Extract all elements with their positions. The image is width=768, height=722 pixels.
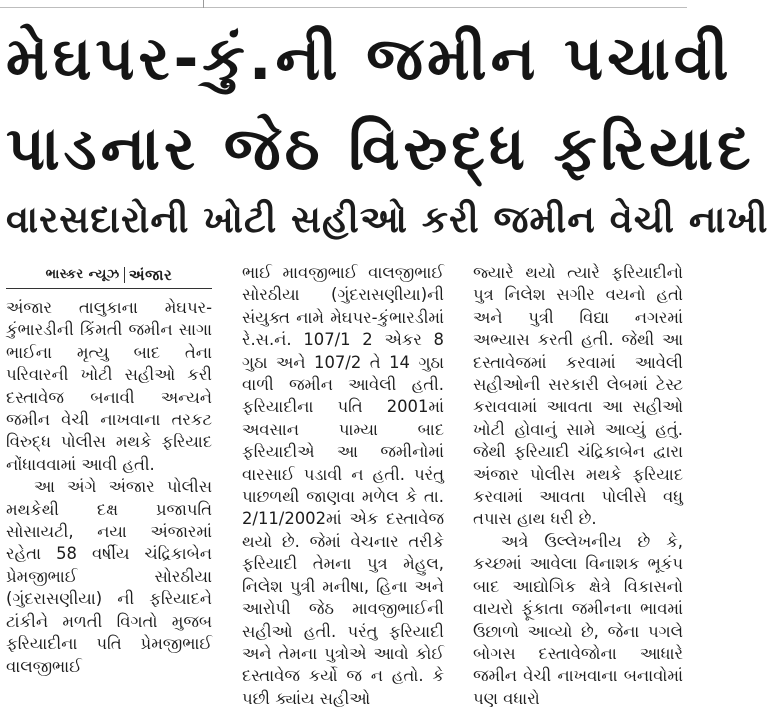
byline-source: ભાસ્કર ન્યૂઝ (45, 266, 120, 282)
article-paragraph: અંજાર તાલુકાના મેઘપર-કુંભારડીની કિંમતી જમીન સાગા ભાઈના મૃત્યુ બાદ તેના પરિવારની ખોટી સહીઓ કરી દસ્તાવેજ બનાવી અન્યને જમીન વેચી નાખવાના તરકટ વિરુદ્ધ પોલીસ મથકે ફરિયાદ નોંધાવવામાં આવી હતી. (6, 298, 212, 474)
article-column-2 (242, 262, 444, 722)
top-rule (0, 0, 687, 8)
byline-place: અંજાર (128, 265, 173, 284)
article-paragraph: જ્યારે થયો ત્યારે ફરિયાદીનો પુત્ર નિલેશ સગીર વયનો હતો અને પુત્રી વિદ્યા નગરમાં અભ્યાસ કરતી હતી. જેથી આ દસ્તાવેજમાં કરવામાં આવેલી સહીઓની સરકારી લેબમાં ટેસ્ટ કરાવવામાં આવતા આ સહીઓ ખોટી હોવાનું સામે આવ્યું હતું. જેથી ફરિયાદી ચંદ્રિકાબેન દ્વારા અંજાર પોલીસ મથકે ફરિયાદ કરવામાં આવતા પોલીસે વધુ તપાસ હાથ ધરી છે. (473, 263, 683, 529)
article-paragraph: ભાઈ માવજીભાઈ વાલજીભાઈ સોરઠીયા (ગુંદરાસણીયા)ની સંયુક્ત નામે મેઘપર-કુંભારડીમાં રે.સ.નં. 107/1 2 એકર 8 ગુઠા અને 107/2 તે 14 ગુઠા વાળી જમીન આવેલી હતી. ફરિયાદીના પતિ 2001માં અવસાન પામ્યા બાદ ફરિયાદીએ આ જમીનોમાં વારસાઈ પડાવી ન હતી. પરંતુ પાછળથી જાણવા મળેલ કે તા. 2/11/2002માં એક દસ્તાવેજ થયો છે. જેમાં વેચનાર તરીકે ફરિયાદી તેમના પુત્ર મેહુલ, નિલેશ પુત્રી મનીષા, હિના અને આરોપી જેઠ માવજીભાઈની સહીઓ હતી. પરંતુ ફરિયાદી અને તેમના પુત્રોએ આવો કોઈ દસ્તાવેજ કર્યો જ ન હતો. કે પછી ક્યાંય સહીઓ (242, 263, 444, 708)
byline-separator (124, 267, 125, 283)
subheading: વારસદારોની ખોટી સહીઓ કરી જમીન વેચી નાખી (6, 198, 768, 241)
headline-line-1: મેઘપર-કું.ની જમીન પચાવી (6, 24, 733, 94)
article-paragraph: અત્રે ઉલ્લેખનીય છે કે, કચ્છમાં આવેલા વિનાશક ભૂકંપ બાદ આદ્યોગિક ક્ષેત્રે વિકાસનો વાયરો ફૂંકાતા જમીનના ભાવમાં ઉછાળો આવ્યો છે, જેના પગલે બોગસ દસ્તાવેજોના આધારે જમીન વેચી નાખવાના બનાવોમાં પણ વધારો (473, 531, 683, 708)
horizontal-rule (0, 7, 687, 8)
byline (6, 262, 212, 289)
column-divider-tick (203, 0, 204, 8)
article-column-3 (473, 262, 683, 722)
article-column-1 (6, 262, 212, 722)
headline-line-2: પાડનાર જેઠ વિરુદ્ધ ફરિયાદ (6, 114, 755, 184)
article-paragraph: આ અંગે અંજાર પોલીસ મથકેથી દક્ષ પ્રજાપતિ સોસાયટી, નયા અંજારમાં રહેતા 58 વર્ષીય ચંદ્રિકાબેન પ્રેમજીભાઈ સોરઠીયા (ગુંદરાસણીયા) ની ફરિયાદને ટાંકીને મળતી વિગતો મુજબ ફરિયાદીના પતિ પ્રેમજીભાઈ વાલજીભાઈ (6, 477, 212, 676)
